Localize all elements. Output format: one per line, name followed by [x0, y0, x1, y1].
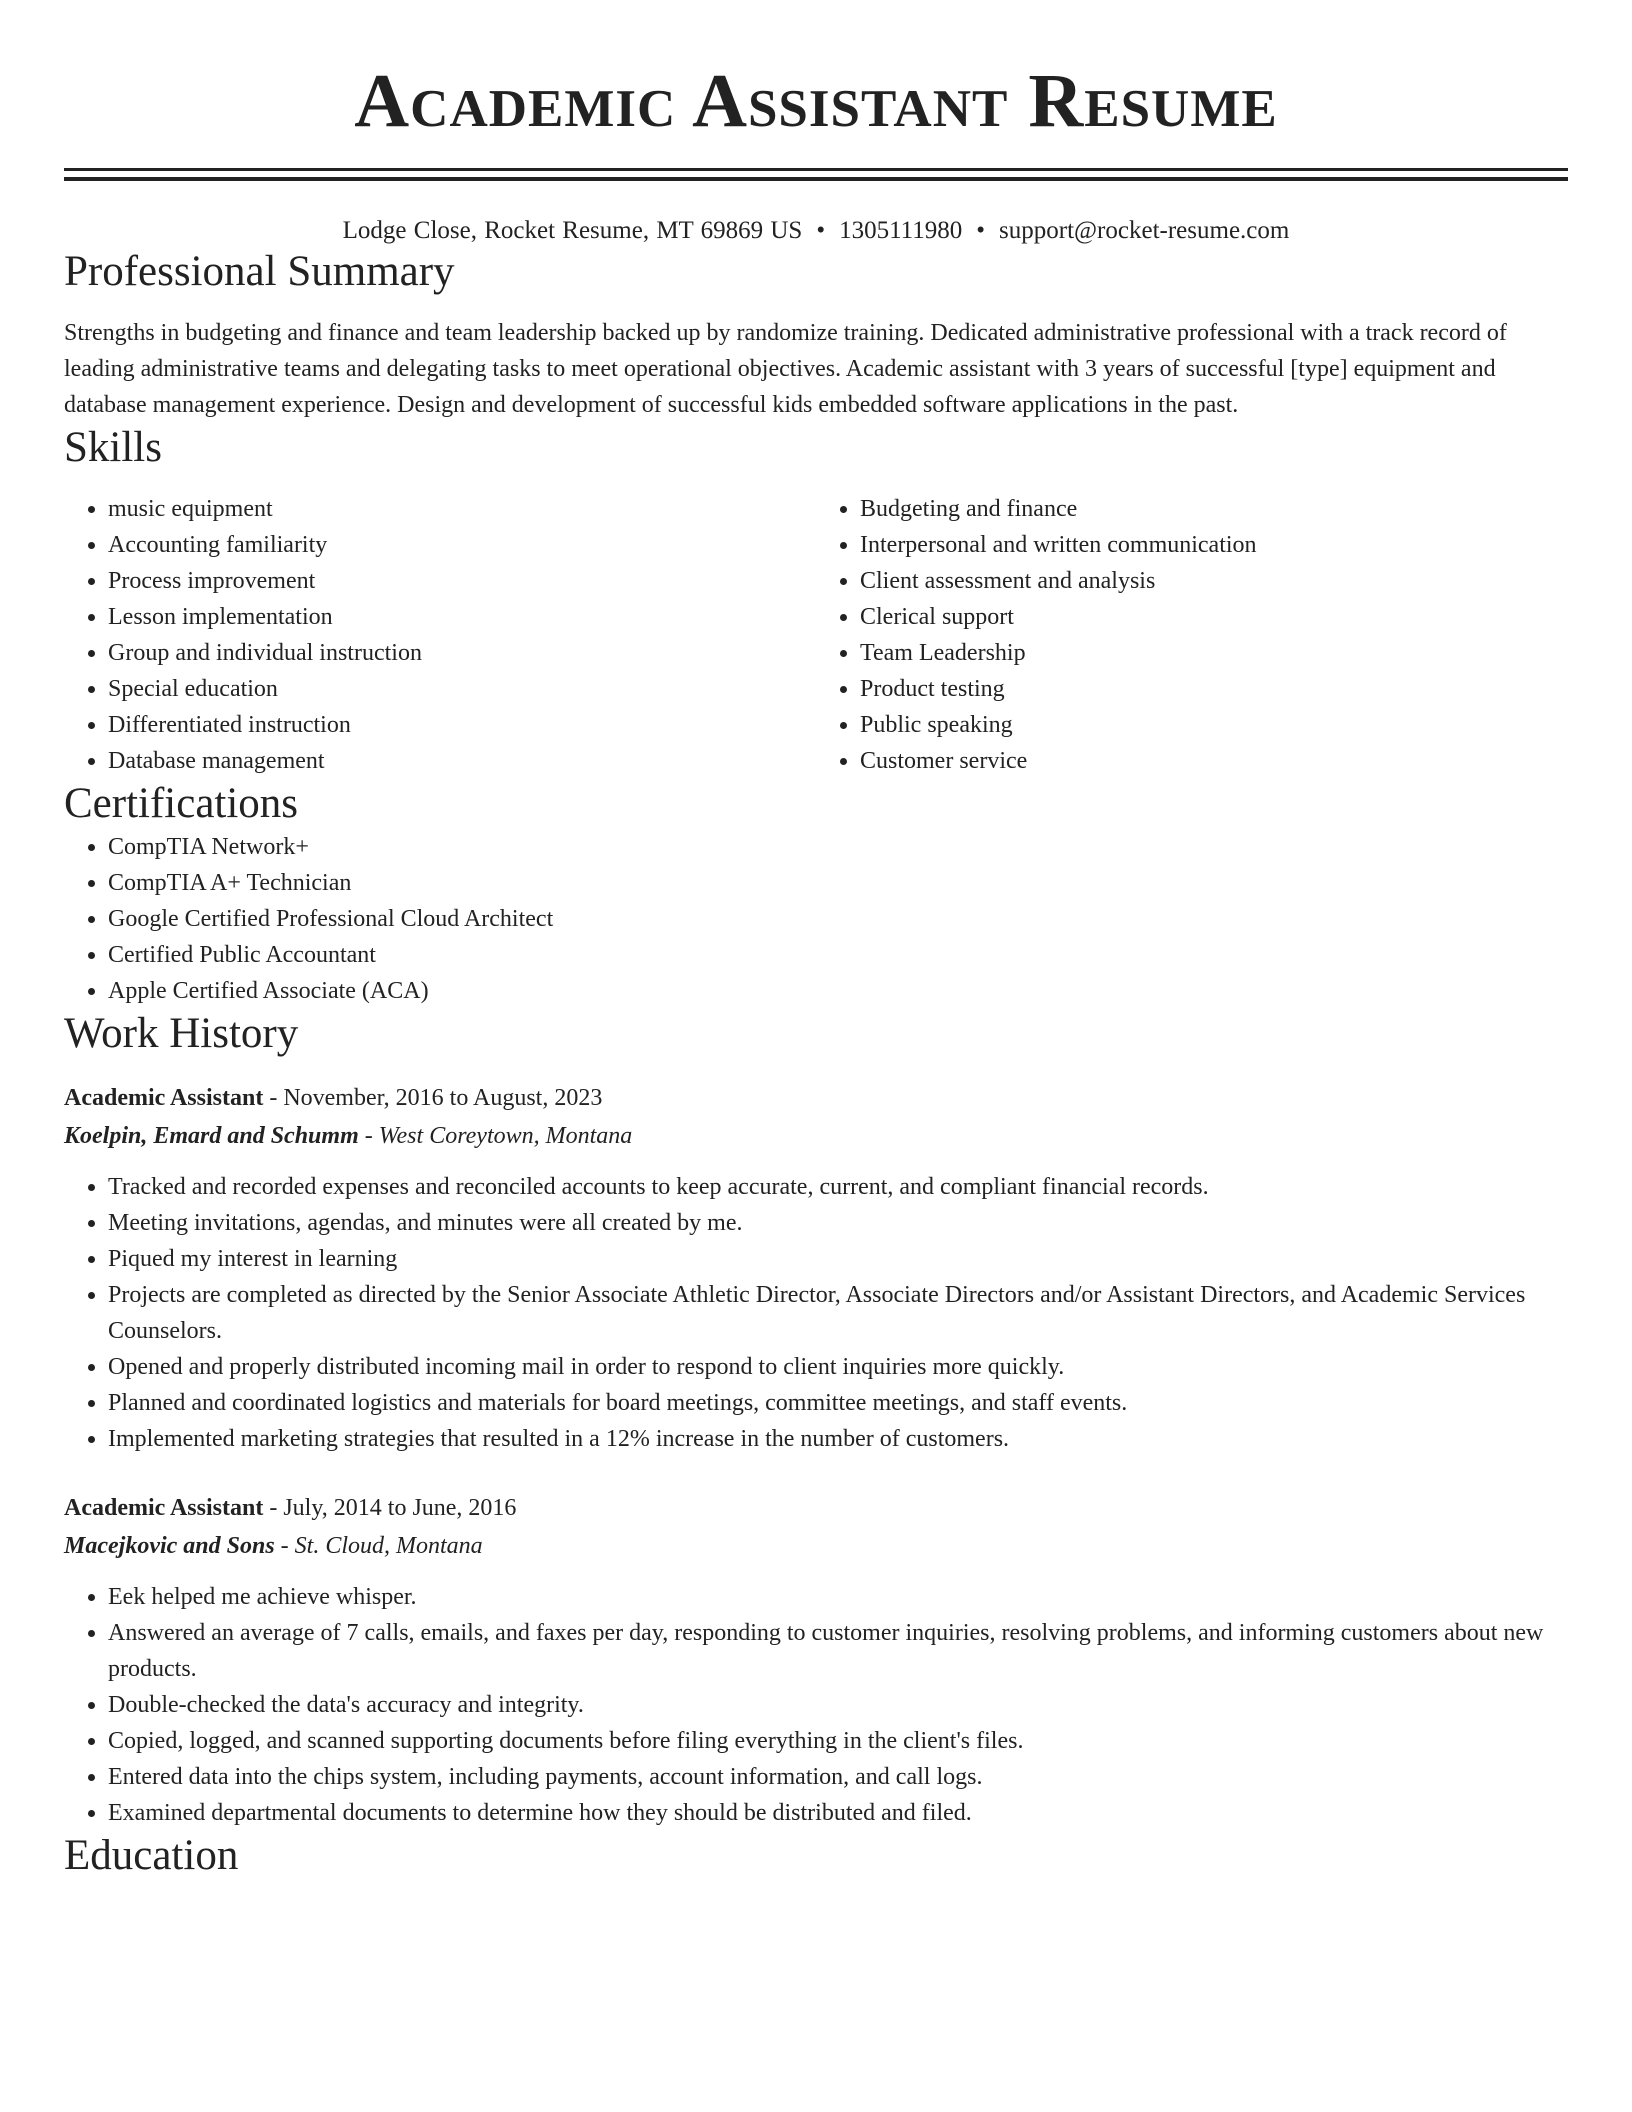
skill-item: • Product testing — [860, 671, 1568, 707]
contact-separator: • — [976, 217, 986, 244]
job-duty: • Double-checked the data's accuracy and integrity. — [108, 1687, 1568, 1723]
job-duty: • Answered an average of 7 calls, emails, and faxes per day, responding to customer inquiries, resolving problems, and informing customers about new products. — [108, 1615, 1568, 1687]
job-entry — [64, 1079, 1568, 1457]
job-company-line — [64, 1527, 1568, 1565]
summary-heading: Professional Summary — [64, 248, 455, 295]
skills-list-left — [64, 491, 816, 779]
job-duty: • Eek helped me achieve whisper. — [108, 1579, 1568, 1615]
job-duty: • Projects are completed as directed by the Senior Associate Athletic Director, Associate Directors and/or Assistant Directors, and Academic Services Counselors. — [108, 1277, 1568, 1349]
job-company: Koelpin, Emard and Schumm — [64, 1123, 359, 1149]
job-title-line — [64, 1079, 1568, 1117]
contact-separator: • — [816, 217, 826, 244]
skill-item: • Clerical support — [860, 599, 1568, 635]
skill-item: • Accounting familiarity — [108, 527, 816, 563]
certification-item: • Google Certified Professional Cloud Architect — [108, 901, 1568, 937]
job-company: Macejkovic and Sons — [64, 1533, 275, 1559]
skill-item: • Public speaking — [860, 707, 1568, 743]
certification-item: • CompTIA Network+ — [108, 829, 1568, 865]
skill-item: • Process improvement — [108, 563, 816, 599]
job-duties-list — [64, 1579, 1568, 1831]
summary-text: Strengths in budgeting and finance and team leadership backed up by randomize training. Dedicated administrative professional with a track record of leading administrative teams and delegating tasks to meet operational objectives. Academic assistant with 3 years of successful [type] equipment and database management experience. Design and development of successful kids embedded software applications in the past. — [64, 320, 1507, 418]
title-rule-top — [64, 168, 1568, 171]
certification-item: • CompTIA A+ Technician — [108, 865, 1568, 901]
job-company-line — [64, 1117, 1568, 1155]
certification-item: • Apple Certified Associate (ACA) — [108, 973, 1568, 1009]
job-title-line — [64, 1489, 1568, 1527]
skill-item: • Database management — [108, 743, 816, 779]
skill-item: • Group and individual instruction — [108, 635, 816, 671]
job-dates: - July, 2014 to June, 2016 — [263, 1495, 517, 1521]
job-title: Academic Assistant — [64, 1495, 264, 1521]
job-duty: • Entered data into the chips system, including payments, account information, and call logs. — [108, 1759, 1568, 1795]
contact-address: Lodge Close, Rocket Resume, MT 69869 US — [342, 217, 803, 244]
skills-list-right — [816, 491, 1568, 779]
job-entry — [64, 1489, 1568, 1831]
job-dates: - November, 2016 to August, 2023 — [263, 1085, 603, 1111]
job-title: Academic Assistant — [64, 1085, 264, 1111]
job-location: - St. Cloud, Montana — [274, 1533, 483, 1559]
skill-item: • Lesson implementation — [108, 599, 816, 635]
job-location: - West Coreytown, Montana — [358, 1123, 633, 1149]
skills-columns — [64, 491, 1568, 779]
skill-item: • music equipment — [108, 491, 816, 527]
job-duty: • Piqued my interest in learning — [108, 1241, 1568, 1277]
resume-title: Academic Assistant Resume — [354, 59, 1278, 143]
skill-item: • Team Leadership — [860, 635, 1568, 671]
contact-line — [64, 215, 1568, 247]
job-duty: • Copied, logged, and scanned supporting documents before filing everything in the client's files. — [108, 1723, 1568, 1759]
skill-item: • Special education — [108, 671, 816, 707]
skills-heading: Skills — [64, 424, 162, 471]
certifications-list — [64, 829, 1568, 1009]
job-duty: • Opened and properly distributed incoming mail in order to respond to client inquiries more quickly. — [108, 1349, 1568, 1385]
job-duty: • Meeting invitations, agendas, and minutes were all created by me. — [108, 1205, 1568, 1241]
contact-email: support@rocket-resume.com — [999, 217, 1290, 244]
contact-phone: 1305111980 — [839, 217, 963, 244]
job-duty: • Examined departmental documents to determine how they should be distributed and filed. — [108, 1795, 1568, 1831]
job-duties-list — [64, 1169, 1568, 1457]
job-duty: • Implemented marketing strategies that resulted in a 12% increase in the number of customers. — [108, 1421, 1568, 1457]
education-heading: Education — [64, 1832, 239, 1879]
certification-item: • Certified Public Accountant — [108, 937, 1568, 973]
certifications-heading: Certifications — [64, 780, 299, 827]
skill-item: • Budgeting and finance — [860, 491, 1568, 527]
job-duty: • Tracked and recorded expenses and reconciled accounts to keep accurate, current, and compliant financial records. — [108, 1169, 1568, 1205]
skill-item: • Differentiated instruction — [108, 707, 816, 743]
skill-item: • Interpersonal and written communication — [860, 527, 1568, 563]
title-rule-bottom — [64, 177, 1568, 181]
skill-item: • Customer service — [860, 743, 1568, 779]
job-duty: • Planned and coordinated logistics and materials for board meetings, committee meetings, and staff events. — [108, 1385, 1568, 1421]
work-history-heading: Work History — [64, 1010, 299, 1057]
skill-item: • Client assessment and analysis — [860, 563, 1568, 599]
